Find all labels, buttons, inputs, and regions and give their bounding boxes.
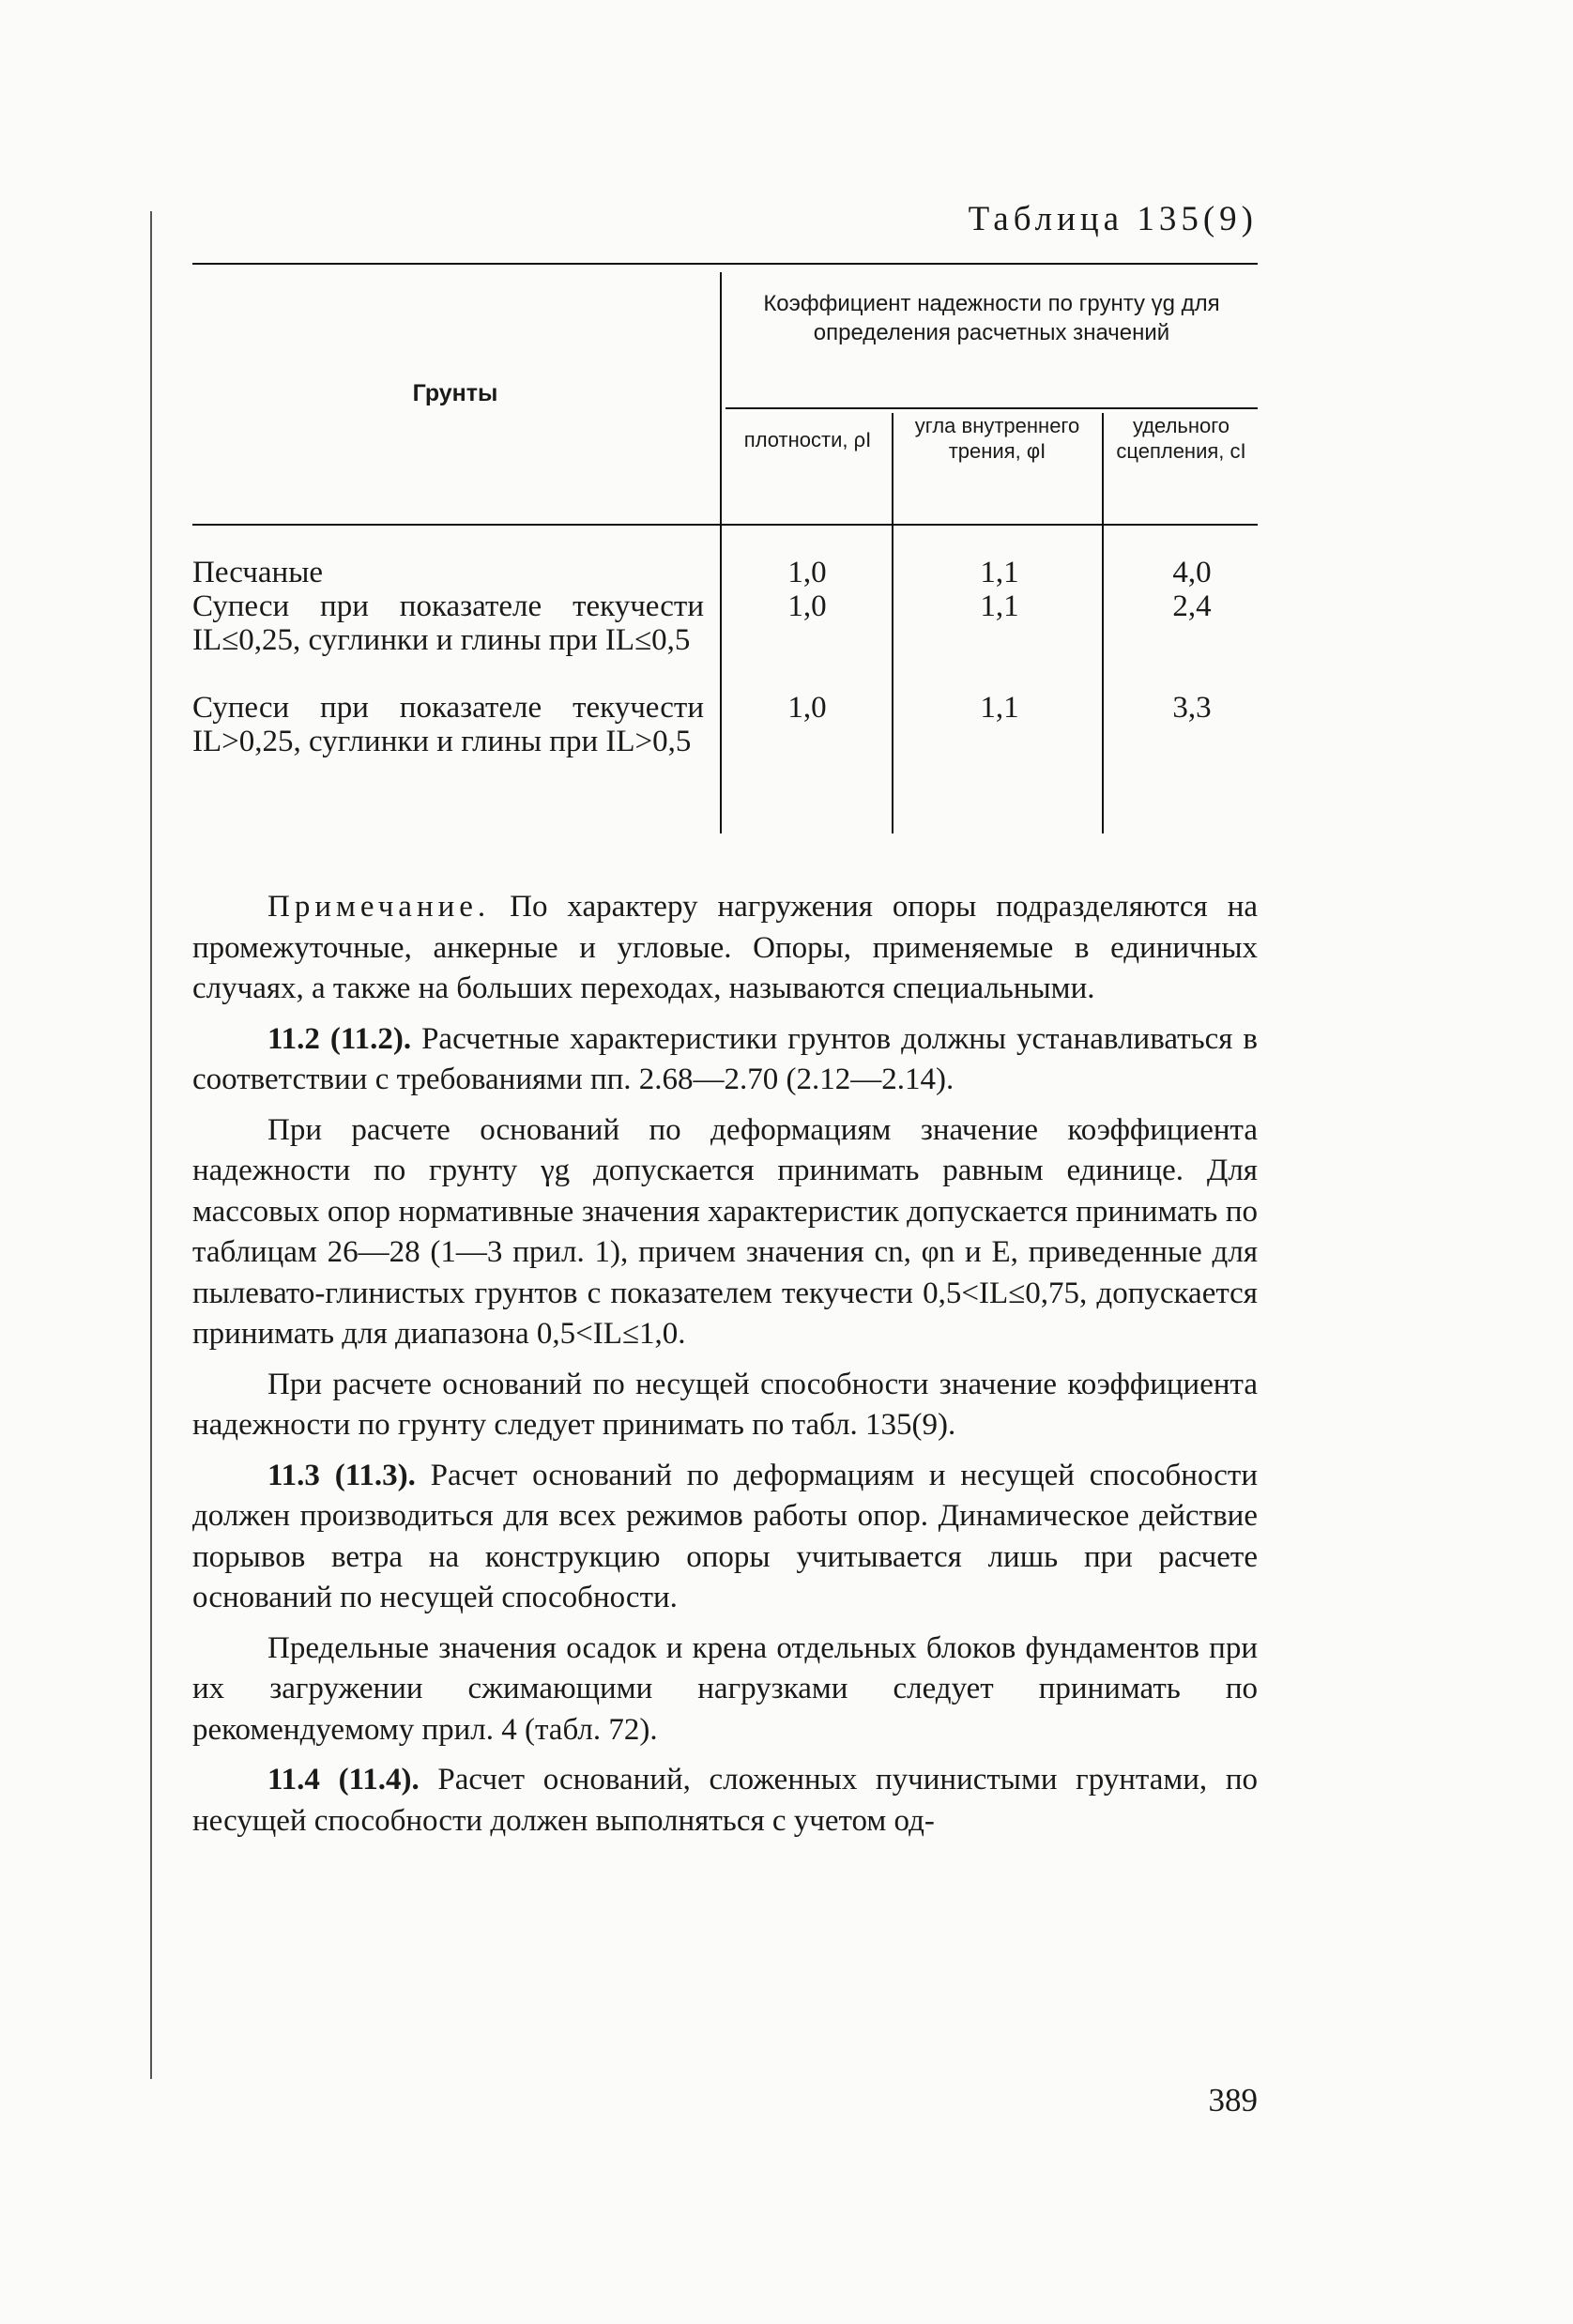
- column-divider: [720, 272, 722, 833]
- note-text: По характеру нагружения опоры подразделяются на промежуточные, анкерные и угловые. Опоры, применяемые в единичных случаях, а также на больших переходах, называются специальными.: [192, 890, 1259, 1005]
- paragraph-text: Расчет оснований, сложенных пучинистыми грунтами, по несущей способности должен выполняться с учетом од-: [192, 1763, 1258, 1838]
- note-paragraph: [192, 887, 1258, 1010]
- clause-number: 11.2 (11.2).: [267, 1021, 412, 1056]
- column-divider: [892, 413, 893, 833]
- paragraph-text: Расчет оснований по деформациям и несущей способности должен производиться для всех режимов работы опор. Динамическое действие порывов ветра на конструкцию опоры учитывается лишь при расчете оснований по несущей способности.: [192, 1458, 1259, 1614]
- header-density: плотности, ρI: [743, 428, 872, 451]
- header-cohesion: удельного сцепления, cI: [1116, 414, 1246, 463]
- table-top-rule: [192, 263, 1258, 265]
- margin-line: [150, 211, 152, 2079]
- paragraph-11-2: [192, 1019, 1258, 1101]
- column-divider: [1102, 413, 1104, 833]
- paragraph: Предельные значения осадок и крена отдельных блоков фундаментов при их загружении сжимающими нагрузками следует принимать по рекомендуемому прил. 4 (табл. 72).: [192, 1630, 1258, 1747]
- paragraph-11-3: [192, 1456, 1258, 1619]
- row-friction: 1,1: [980, 691, 1019, 725]
- row-cohesion: 3,3: [1172, 691, 1212, 725]
- row-cohesion: 4,0: [1172, 556, 1212, 589]
- row-density: 1,0: [787, 589, 827, 623]
- clause-number: 11.4 (11.4).: [267, 1763, 420, 1797]
- row-friction: 1,1: [980, 589, 1019, 623]
- paragraph: При расчете оснований по деформациям значение коэффициента надежности по грунту γg допускается принимать равным единице. Для массовых опор нормативные значения характеристик допускается принимать по таблицам 26—28 (1—3 прил. 1), причем значения cn, φn и E, приведенные для пылевато-глинистых грунтов с показателем текучести 0,5<IL≤0,75, допускается принимать для диапазона 0,5<IL≤1,0.: [192, 1112, 1258, 1351]
- row-density: 1,0: [787, 556, 827, 589]
- row-soil: Песчаные: [192, 556, 324, 589]
- row-friction: 1,1: [980, 556, 1019, 589]
- subheader-rule: [725, 407, 1258, 409]
- row-soil: Супеси при показателе текучести IL>0,25, суглинки и глины при IL>0,5: [192, 691, 704, 758]
- paragraph: При расчете оснований по несущей способности значение коэффициента надежности по грунту следует принимать по табл. 135(9).: [192, 1367, 1258, 1442]
- paragraph-11-4: [192, 1760, 1258, 1842]
- header-soils: Грунты: [412, 380, 498, 406]
- note-label: Примечание.: [267, 890, 491, 924]
- body-text: [192, 887, 1258, 1851]
- row-soil: Супеси при показателе текучести IL≤0,25, суглинки и глины при IL≤0,5: [192, 589, 704, 657]
- row-cohesion: 2,4: [1172, 589, 1212, 623]
- header-bottom-rule: [192, 524, 1258, 526]
- clause-number: 11.3 (11.3).: [267, 1458, 416, 1492]
- row-density: 1,0: [787, 691, 827, 725]
- soil-table: [192, 263, 1258, 833]
- paragraph-text: Расчетные характеристики грунтов должны устанавливаться в соответствии с требованиями пп. 2.68—2.70 (2.12—2.14).: [192, 1021, 1258, 1096]
- header-friction: угла внутреннего трения, φI: [914, 414, 1080, 463]
- header-coefficient: Коэффициент надежности по грунту γg для определения расчетных значений: [763, 291, 1220, 345]
- page-number: 389: [1208, 2082, 1258, 2118]
- table-caption: Таблица 135(9): [968, 200, 1258, 238]
